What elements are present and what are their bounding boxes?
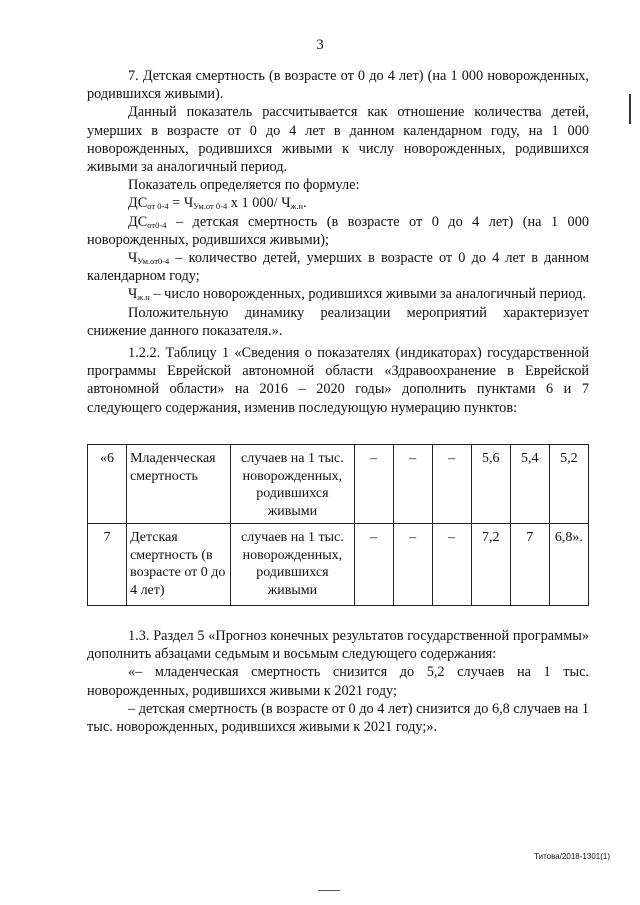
def-subscript: ж.н [137, 292, 150, 303]
value-cell: 5,2 [549, 445, 588, 524]
value-cell: – [354, 445, 393, 524]
def-symbol: ДС [128, 213, 148, 230]
value-cell: 5,6 [471, 445, 510, 524]
definition-1 [87, 213, 589, 249]
def-symbol: Ч [128, 250, 138, 267]
formula-part: ДС [128, 195, 148, 212]
section-7-heading: 7. Детская смертность (в возрасте от 0 до 4 лет) (на 1 000 новорожденных, родившихся живыми). [87, 68, 589, 103]
margin-mark [629, 94, 631, 124]
page-number: 3 [316, 37, 324, 53]
def-subscript: Ум.от0-4 [137, 256, 170, 267]
formula [87, 194, 589, 212]
definition-3 [87, 285, 589, 303]
row-number: 7 [88, 524, 127, 606]
def-text: – число новорожденных, родившихся живыми за аналогичный период. [149, 286, 586, 303]
table-row [88, 445, 589, 524]
bottom-mark [318, 890, 340, 891]
unit: случаев на 1 тыс. новорожденных, родившихся живыми [231, 445, 354, 524]
formula-subscript: ж.н [290, 201, 304, 212]
formula-subscript: от 0-4 [147, 201, 169, 212]
formula-part: = Ч [168, 195, 194, 212]
value-cell: – [393, 524, 432, 606]
value-cell: – [432, 524, 471, 606]
item-1-3-paragraph-3: – детская смертность (в возрасте от 0 до 4 лет) снизится до 6,8 случаев на 1 тыс. новорожденных, родившихся живыми к 2021 году;». [87, 700, 589, 736]
formula-part: х 1 000/ Ч [227, 195, 291, 212]
formula-part: . [303, 195, 307, 212]
row-number: «6 [88, 445, 127, 524]
value-cell: – [393, 445, 432, 524]
value-cell: 7,2 [471, 524, 510, 606]
unit: случаев на 1 тыс. новорожденных, родившихся живыми [231, 524, 354, 606]
item-1-3-paragraph-2: «– младенческая смертность снизится до 5,2 случаев на 1 тыс. новорожденных, родившихся живыми к 2021 году; [87, 664, 589, 699]
item-1-2-2 [87, 344, 589, 417]
item-1-2-2-text: 1.2.2. Таблицу 1 «Сведения о показателях (индикаторах) государственной программы Еврейской автономной области «Здравоохранение в Еврейской автономной области» на 2016 – 2020 годы» дополнить пунктами 6 и 7 следующего содержания, изменив последующую нумерацию пунктов: [87, 345, 589, 416]
indicator-name: Детская смертность (в возрасте от 0 до 4 лет) [127, 524, 231, 606]
value-cell: – [354, 524, 393, 606]
def-text: – количество детей, умерших в возрасте от 0 до 4 лет в данном календарном году; [87, 250, 589, 285]
section-7-paragraph-3: Положительную динамику реализации мероприятий характеризует снижение данного показателя.». [87, 304, 589, 339]
indicator-name: Младенческая смертность [127, 445, 231, 524]
table-row [88, 524, 589, 606]
document-code: Титова/2018-1301(1) [534, 852, 610, 861]
formula-subscript: Ум.от 0-4 [193, 201, 228, 212]
section-7-paragraph-1: Данный показатель рассчитывается как отношение количества детей, умерших в возрасте от 0 до 4 лет в данном календарном году, на 1 000 новорожденных, родившихся живыми к числу новорожденных, родившихся живыми за аналогичный период. [87, 104, 589, 176]
definition-2 [87, 249, 589, 285]
value-cell: – [432, 445, 471, 524]
value-cell: 7 [510, 524, 549, 606]
section-7-paragraph-2: Показатель определяется по формуле: [128, 177, 360, 194]
section-7-text [87, 67, 589, 340]
def-subscript: от0-4 [147, 219, 167, 230]
def-symbol: Ч [128, 286, 138, 303]
indicators-table [87, 444, 589, 606]
value-cell: 5,4 [510, 445, 549, 524]
value-cell: 6,8». [549, 524, 588, 606]
item-1-3-paragraph-1: 1.3. Раздел 5 «Прогноз конечных результатов государственной программы» дополнить абзацами седьмым и восьмым следующего содержания: [87, 628, 589, 663]
def-text: – детская смертность (в возрасте от 0 до 4 лет) (на 1 000 новорожденных, родившихся живыми); [87, 213, 589, 248]
item-1-3 [87, 627, 589, 736]
